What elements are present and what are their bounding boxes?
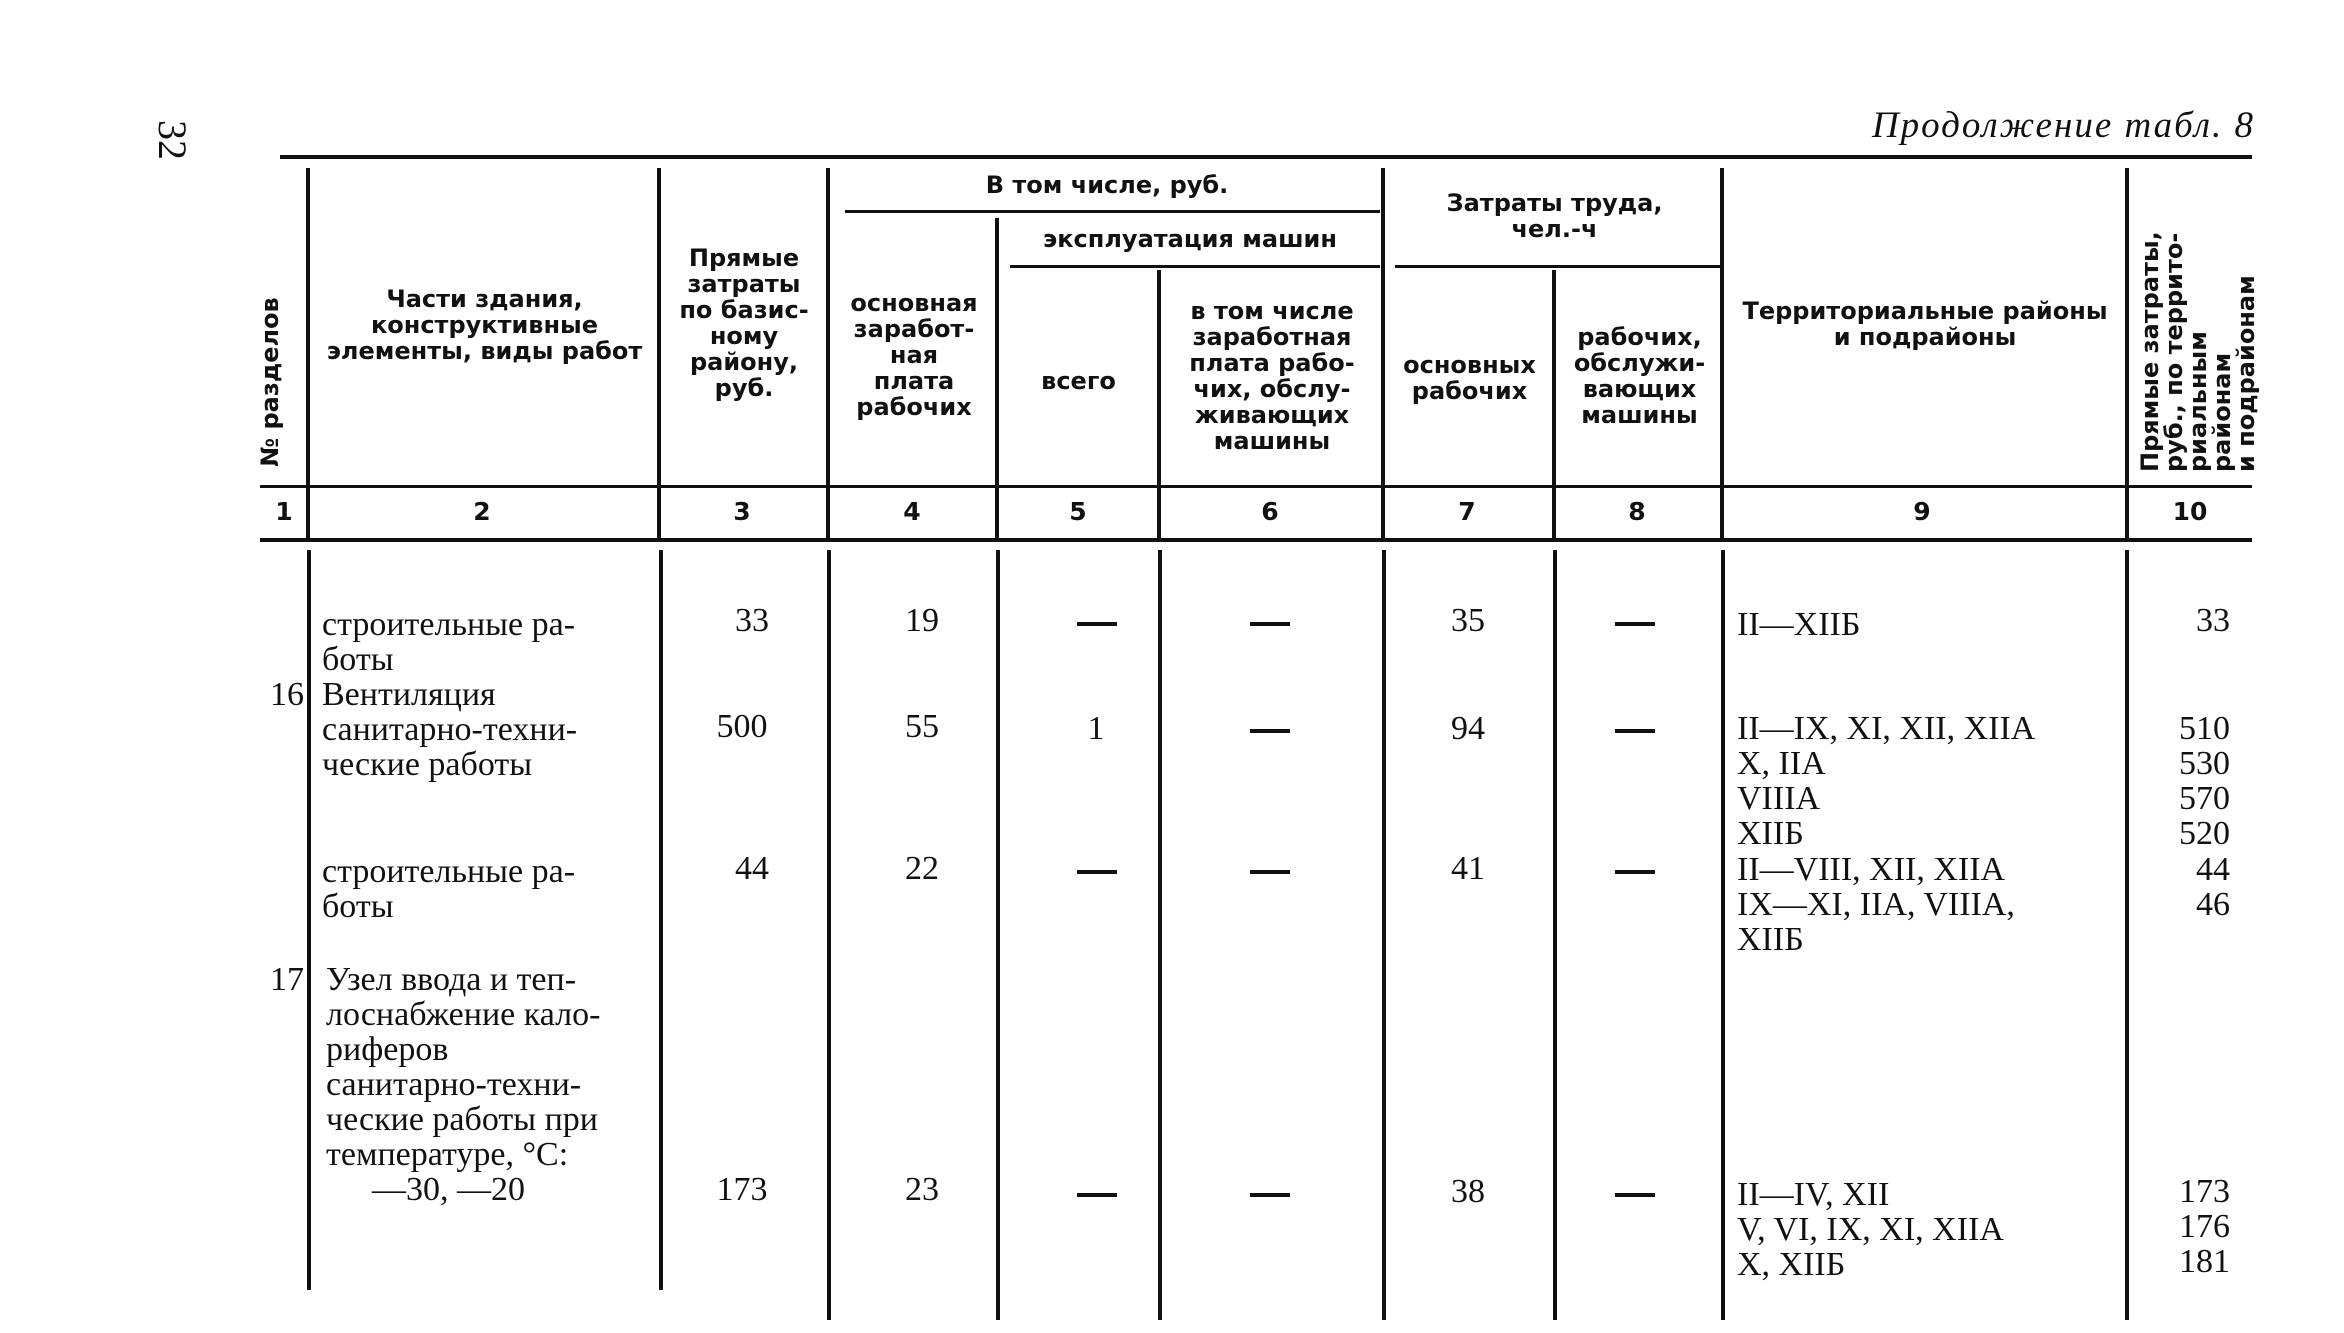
column-number: 7 <box>1458 497 1476 526</box>
header-subrule-labor <box>1395 265 1720 268</box>
row-desc: —30, —20 <box>372 1171 525 1208</box>
cell-c9: II—VIII, XII, XIIA IX—XI, IIA, VIIIA, XIIБ <box>1737 851 2015 958</box>
header-subrule-in-rub <box>845 210 1380 213</box>
row-desc: Вентиляция <box>322 676 496 713</box>
header-c4: основная заработ- ная плата рабочих <box>850 289 978 421</box>
page-number: 32 <box>150 120 195 160</box>
hdr-divider <box>657 168 661 538</box>
cell-c5: 1 <box>1087 710 1105 747</box>
column-number: 5 <box>1069 497 1087 526</box>
dash-c6 <box>1250 622 1290 626</box>
cell-c9: II—IV, XII V, VI, IX, XI, XIIA X, XIIБ <box>1737 1176 2004 1283</box>
body-divider <box>659 550 663 1290</box>
section-number: 17 <box>270 961 304 998</box>
column-number: 2 <box>473 497 491 526</box>
row-desc: строительные ра- боты <box>322 853 576 925</box>
cell-c9: II—XIIБ <box>1737 606 1861 643</box>
column-number: 10 <box>2172 497 2208 526</box>
header-bottom-rule <box>260 485 2252 488</box>
hdr-divider <box>826 168 830 538</box>
cell-c3: 44 <box>735 850 769 887</box>
header-c2: Части здания, конструктивные элементы, виды работ <box>326 285 643 365</box>
body-divider <box>1382 550 1386 1320</box>
body-divider <box>307 550 311 1290</box>
body-divider <box>1158 550 1162 1320</box>
cell-c4: 23 <box>905 1171 939 1208</box>
column-number: 8 <box>1628 497 1646 526</box>
dash-c6 <box>1250 870 1290 874</box>
header-c10: Прямые затраты, руб., по террито- риальным районам и подрайонам <box>2136 231 2260 472</box>
dash-c6 <box>1250 729 1290 733</box>
column-number: 6 <box>1261 497 1279 526</box>
hdr-divider <box>1552 270 1556 538</box>
cell-c7: 94 <box>1451 710 1485 747</box>
dash-c5 <box>1077 622 1117 626</box>
header-group-machines: эксплуатация машин <box>1043 225 1337 253</box>
dash-c6 <box>1250 1193 1290 1197</box>
header-group-in-rub: В том числе, руб. <box>985 171 1229 199</box>
cell-c4: 22 <box>905 850 939 887</box>
header-c1: № разделов <box>256 297 284 467</box>
body-divider <box>996 550 1000 1320</box>
cell-c10: 173 176 181 <box>2179 1173 2230 1280</box>
row-desc: строительные ра- боты <box>322 606 576 678</box>
row-desc: санитарно-техни- ческие работы <box>322 711 578 783</box>
dash-c8 <box>1615 729 1655 733</box>
cell-c10: 510 530 570 520 <box>2179 710 2230 852</box>
header-c8: рабочих, обслужи- вающих машины <box>1573 323 1706 429</box>
column-number: 9 <box>1913 497 1931 526</box>
header-c5: всего <box>1041 367 1116 395</box>
header-c6: в том числе заработная плата рабо- чих, обслу- живающих машины <box>1189 297 1355 455</box>
dash-c8 <box>1615 1193 1655 1197</box>
dash-c5 <box>1077 870 1117 874</box>
dash-c8 <box>1615 870 1655 874</box>
cell-c7: 41 <box>1451 850 1485 887</box>
cell-c3: 500 <box>716 708 768 745</box>
column-number: 1 <box>275 497 293 526</box>
table-caption: Продолжение табл. 8 <box>1871 105 2255 146</box>
cell-c10: 33 <box>2196 602 2230 639</box>
header-group-labor: Затраты труда, чел.-ч <box>1446 189 1663 243</box>
column-number: 3 <box>733 497 751 526</box>
hdr-divider <box>2125 168 2129 538</box>
cell-c4: 55 <box>905 708 939 745</box>
body-divider <box>1553 550 1557 1320</box>
cell-c3: 173 <box>716 1171 768 1208</box>
dash-c8 <box>1615 622 1655 626</box>
body-divider <box>1721 550 1725 1320</box>
body-divider <box>827 550 831 1320</box>
row-desc: Узел ввода и теп- лоснабжение кало- риферов санитарно-техни- ческие работы при температуре, °С: <box>326 961 601 1173</box>
column-number: 4 <box>903 497 921 526</box>
cell-c7: 38 <box>1451 1173 1485 1210</box>
header-subrule-machines <box>1010 265 1380 268</box>
cell-c3: 33 <box>735 602 769 639</box>
cell-c4: 19 <box>905 602 939 639</box>
hdr-divider <box>1157 270 1161 538</box>
header-c3: Прямые затраты по базис- ному району, руб. <box>679 244 809 402</box>
dash-c5 <box>1077 1193 1117 1197</box>
section-number: 16 <box>270 676 304 713</box>
cell-c10: 44 46 <box>2196 851 2230 923</box>
cell-c7: 35 <box>1451 602 1485 639</box>
header-c9: Территориальные районы и подрайоны <box>1742 297 2108 351</box>
table-top-rule <box>280 155 2252 159</box>
header-c7: основных рабочих <box>1403 351 1536 405</box>
hdr-divider <box>306 168 310 538</box>
column-number-rule <box>260 538 2252 542</box>
cell-c9: II—IX, XI, XII, XIIA X, IIA VIIIA XIIБ <box>1737 710 2036 852</box>
